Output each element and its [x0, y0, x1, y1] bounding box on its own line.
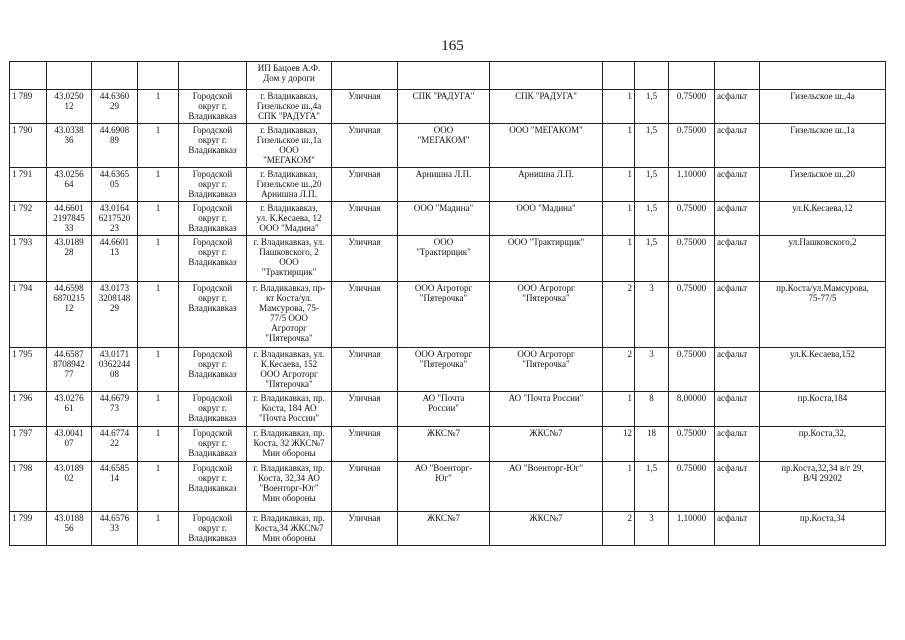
cell-area: 0.75000: [669, 202, 715, 236]
cell-area: 1.10000: [669, 168, 715, 202]
cell-org: ООО "Трактирщик": [490, 236, 603, 282]
cell-volume: 8: [635, 392, 669, 427]
table-row: [10, 512, 886, 546]
cell-area: 0.75000: [669, 124, 715, 168]
cell-containers: 2: [603, 282, 635, 348]
cell-lat: 43.0189 28: [47, 236, 92, 282]
cell-volume: 1,5: [635, 90, 669, 124]
cell-area: 0.75000: [669, 462, 715, 512]
cell-volume: 1,5: [635, 124, 669, 168]
cell-address: г. Владикавказ, пр. Коста, 32,34 АО "Военторг-Юг" Мин обороны: [247, 462, 332, 512]
cell-surface: асфальт: [715, 462, 760, 512]
cell-volume: 3: [635, 348, 669, 392]
cell-containers: 1: [603, 462, 635, 512]
cell-lat: 44.6598 6870215 12: [47, 282, 92, 348]
cell-num: 1 798: [10, 462, 47, 512]
cell-org: ООО "МЕГАКОМ": [490, 124, 603, 168]
cell-address: ИП Бацоев А.Ф. Дом у дороги: [247, 62, 332, 90]
cell-count: 1: [138, 168, 179, 202]
cell-org: Арнишна Л.П.: [490, 168, 603, 202]
cell-location: Гизельское ш.,1а: [760, 124, 886, 168]
cell-location: пр.Коста,34: [760, 512, 886, 546]
cell-address: г. Владикавказ, ул. К.Кесаева, 152 ООО Агроторг "Пятерочка": [247, 348, 332, 392]
cell-lon: 44.6360 29: [92, 90, 138, 124]
table-row: [10, 168, 886, 202]
cell-owner: СПК "РАДУГА": [398, 90, 490, 124]
cell-org: ЖКС№7: [490, 427, 603, 462]
cell-owner: ЖКС№7: [398, 427, 490, 462]
cell-count: 1: [138, 90, 179, 124]
cell-volume: 1,5: [635, 236, 669, 282]
cell-address: г. Владикавказ, ул. Пашковского, 2 ООО "Трактирщик": [247, 236, 332, 282]
cell-org: ООО "Мадина": [490, 202, 603, 236]
cell-lat: 44.6601 2197845 33: [47, 202, 92, 236]
cell-area: 8.00000: [669, 392, 715, 427]
cell-address: г. Владикавказ, ул. К.Кесаева, 12 ООО "Мадина": [247, 202, 332, 236]
cell-count: 1: [138, 124, 179, 168]
cell-area: 0.75000: [669, 282, 715, 348]
cell-lat: 43.0250 12: [47, 90, 92, 124]
cell-owner: ЖКС№7: [398, 512, 490, 546]
cell-lat: 43.0338 36: [47, 124, 92, 168]
cell-owner: ООО Агроторг "Пятерочка": [398, 348, 490, 392]
cell-district: Городской округ г. Владикавказ: [179, 512, 247, 546]
cell-lon: 44.6585 14: [92, 462, 138, 512]
cell-count: 1: [138, 202, 179, 236]
cell-type: Уличная: [332, 282, 398, 348]
cell-owner: АО "Военторг- Юг": [398, 462, 490, 512]
cell-lat: 43.0276 61: [47, 392, 92, 427]
cell-lon: 44.6908 89: [92, 124, 138, 168]
table-row: [10, 236, 886, 282]
cell-count: 1: [138, 392, 179, 427]
cell-volume: 3: [635, 512, 669, 546]
cell-location: пр.Коста,32,: [760, 427, 886, 462]
cell-lon: 44.6365 05: [92, 168, 138, 202]
cell-area: 1.10000: [669, 512, 715, 546]
cell-num: 1 797: [10, 427, 47, 462]
cell-area: 0.75000: [669, 90, 715, 124]
cell-lat: 43.0256 64: [47, 168, 92, 202]
cell-surface: асфальт: [715, 124, 760, 168]
cell-location: пр.Коста,32,34 в/г 29, В/Ч 29202: [760, 462, 886, 512]
cell-containers: 2: [603, 348, 635, 392]
cell-address: г. Владикавказ, Гизельское ш.,1а ООО "МЕГАКОМ": [247, 124, 332, 168]
cell-surface: асфальт: [715, 236, 760, 282]
table-row: [10, 202, 886, 236]
cell-address: г. Владикавказ, Гизельское ш.,20 Арнишна Л.П.: [247, 168, 332, 202]
cell-org: ЖКС№7: [490, 512, 603, 546]
cell-location: пр.Коста/ул.Мамсурова, 75-77/5: [760, 282, 886, 348]
cell-surface: асфальт: [715, 348, 760, 392]
cell-lon: 43.0164 6217520 23: [92, 202, 138, 236]
cell-containers: 1: [603, 236, 635, 282]
cell-address: г. Владикавказ, пр- кт Коста/ул. Мамсурова, 75- 77/5 ООО Агроторг "Пятерочка": [247, 282, 332, 348]
cell-type: Уличная: [332, 90, 398, 124]
cell-type: Уличная: [332, 168, 398, 202]
cell-volume: 1,5: [635, 462, 669, 512]
cell-lat: 43.0188 56: [47, 512, 92, 546]
table-row: [10, 90, 886, 124]
cell-num: 1 794: [10, 282, 47, 348]
cell-area: 0.75000: [669, 427, 715, 462]
cell-count: 1: [138, 282, 179, 348]
table-row: [10, 62, 886, 90]
cell-count: 1: [138, 348, 179, 392]
cell-address: г. Владикавказ, Гизельское ш.,4а СПК "РАДУГА": [247, 90, 332, 124]
cell-type: Уличная: [332, 202, 398, 236]
cell-district: Городской округ г. Владикавказ: [179, 124, 247, 168]
cell-district: Городской округ г. Владикавказ: [179, 168, 247, 202]
cell-area: 0.75000: [669, 348, 715, 392]
cell-count: 1: [138, 512, 179, 546]
cell-num: 1 789: [10, 90, 47, 124]
cell-containers: 1: [603, 392, 635, 427]
cell-surface: асфальт: [715, 512, 760, 546]
cell-owner: ООО "МЕГАКОМ": [398, 124, 490, 168]
cell-district: Городской округ г. Владикавказ: [179, 202, 247, 236]
cell-type: Уличная: [332, 462, 398, 512]
cell-containers: 12: [603, 427, 635, 462]
registry-table: [9, 61, 886, 546]
cell-num: 1 796: [10, 392, 47, 427]
cell-volume: 18: [635, 427, 669, 462]
cell-org: АО "Военторг-Юг": [490, 462, 603, 512]
cell-district: Городской округ г. Владикавказ: [179, 236, 247, 282]
table-row: [10, 427, 886, 462]
cell-district: Городской округ г. Владикавказ: [179, 392, 247, 427]
cell-num: 1 790: [10, 124, 47, 168]
cell-area: 0.75000: [669, 236, 715, 282]
cell-owner: ООО "Мадина": [398, 202, 490, 236]
cell-type: Уличная: [332, 427, 398, 462]
cell-location: Гизельское ш.,20: [760, 168, 886, 202]
cell-address: г. Владикавказ, пр. Коста, 184 АО "Почта России": [247, 392, 332, 427]
cell-type: Уличная: [332, 392, 398, 427]
cell-location: ул.Пашковского,2: [760, 236, 886, 282]
cell-num: 1 795: [10, 348, 47, 392]
cell-district: Городской округ г. Владикавказ: [179, 348, 247, 392]
cell-count: 1: [138, 427, 179, 462]
cell-address: г. Владикавказ, пр. Коста, 32 ЖКС№7 Мин обороны: [247, 427, 332, 462]
cell-lon: 44.6601 13: [92, 236, 138, 282]
cell-count: 1: [138, 236, 179, 282]
cell-surface: асфальт: [715, 282, 760, 348]
cell-type: Уличная: [332, 348, 398, 392]
table-row: [10, 462, 886, 512]
cell-num: 1 799: [10, 512, 47, 546]
cell-surface: асфальт: [715, 202, 760, 236]
cell-containers: 1: [603, 90, 635, 124]
cell-surface: асфальт: [715, 168, 760, 202]
cell-lon: 43.0173 3208148 29: [92, 282, 138, 348]
cell-count: 1: [138, 462, 179, 512]
table-row: [10, 392, 886, 427]
cell-org: ООО Агроторг "Пятерочка": [490, 282, 603, 348]
table-row: [10, 124, 886, 168]
cell-type: Уличная: [332, 512, 398, 546]
cell-org: АО "Почта России": [490, 392, 603, 427]
cell-type: Уличная: [332, 236, 398, 282]
cell-district: Городской округ г. Владикавказ: [179, 462, 247, 512]
cell-location: Гизельское ш.,4а: [760, 90, 886, 124]
cell-surface: асфальт: [715, 90, 760, 124]
cell-lon: 44.6774 22: [92, 427, 138, 462]
table-row: [10, 282, 886, 348]
cell-org: ООО Агроторг "Пятерочка": [490, 348, 603, 392]
cell-containers: 2: [603, 512, 635, 546]
cell-owner: ООО Агроторг "Пятерочка": [398, 282, 490, 348]
cell-org: СПК "РАДУГА": [490, 90, 603, 124]
cell-type: Уличная: [332, 124, 398, 168]
cell-owner: Арнишна Л.П.: [398, 168, 490, 202]
cell-lon: 43.0171 0362244 08: [92, 348, 138, 392]
table-row: [10, 348, 886, 392]
page-number: 165: [441, 38, 464, 54]
cell-district: Городской округ г. Владикавказ: [179, 427, 247, 462]
cell-lat: 43.0189 02: [47, 462, 92, 512]
cell-num: 1 791: [10, 168, 47, 202]
cell-volume: 3: [635, 282, 669, 348]
cell-location: ул.К.Кесаева,152: [760, 348, 886, 392]
cell-containers: 1: [603, 124, 635, 168]
cell-district: Городской округ г. Владикавказ: [179, 90, 247, 124]
cell-volume: 1,5: [635, 168, 669, 202]
cell-lat: 43.0041 07: [47, 427, 92, 462]
cell-containers: 1: [603, 168, 635, 202]
cell-num: 1 792: [10, 202, 47, 236]
cell-volume: 1,5: [635, 202, 669, 236]
cell-location: пр.Коста,184: [760, 392, 886, 427]
cell-address: г. Владикавказ, пр. Коста,34 ЖКС№7 Мин обороны: [247, 512, 332, 546]
cell-surface: асфальт: [715, 392, 760, 427]
cell-lon: 44.6576 33: [92, 512, 138, 546]
cell-owner: ООО "Трактирщик": [398, 236, 490, 282]
cell-containers: 1: [603, 202, 635, 236]
cell-lon: 44.6679 73: [92, 392, 138, 427]
cell-district: Городской округ г. Владикавказ: [179, 282, 247, 348]
cell-num: 1 793: [10, 236, 47, 282]
cell-location: ул.К.Кесаева,12: [760, 202, 886, 236]
cell-surface: асфальт: [715, 427, 760, 462]
cell-lat: 44.6587 8708942 77: [47, 348, 92, 392]
cell-owner: АО "Почта России": [398, 392, 490, 427]
